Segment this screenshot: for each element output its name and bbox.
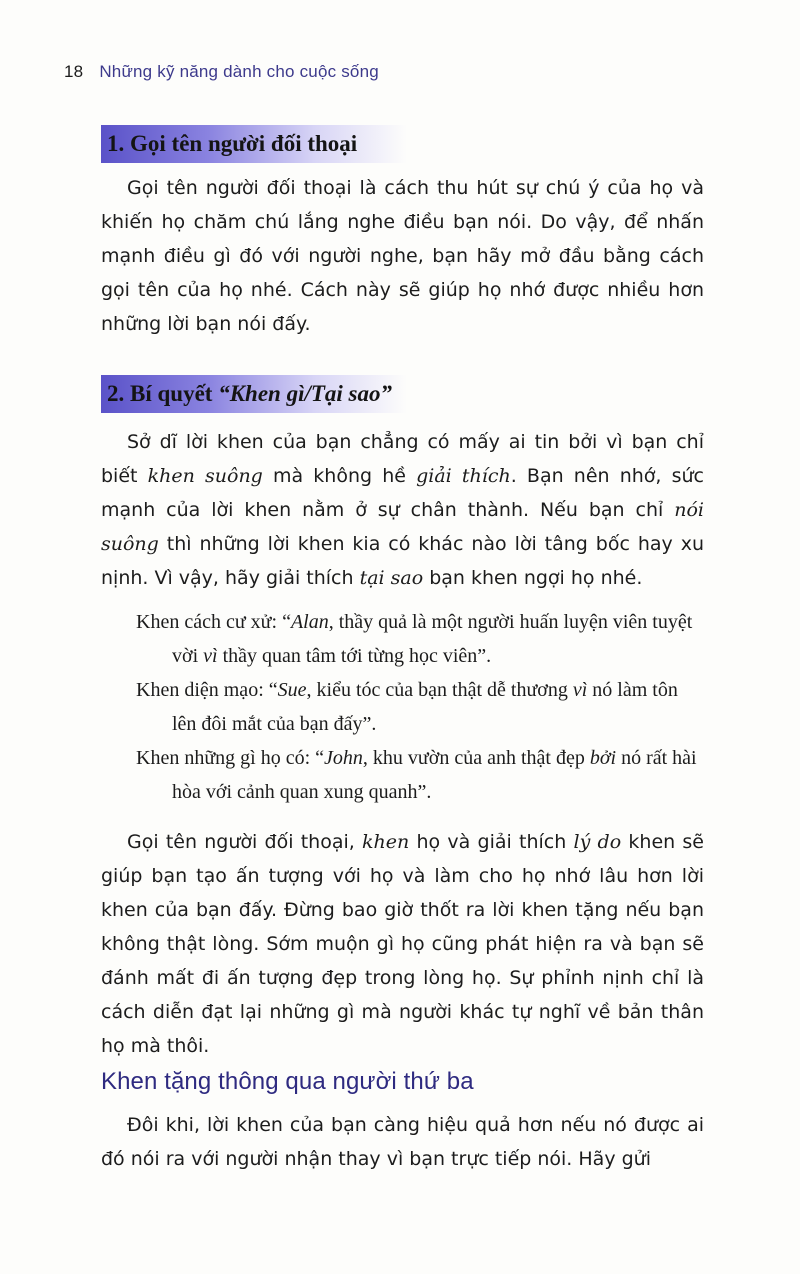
text-run: thì những lời khen kia có khác nào lời tâng bốc hay xu nịnh. Vì vậy, hãy giải thích: [101, 533, 704, 589]
emphasis: vì: [203, 645, 218, 667]
page-number: 18: [64, 62, 84, 81]
example-item: [136, 605, 702, 673]
section-3-body: [101, 1108, 704, 1176]
emphasis: bởi: [589, 747, 617, 769]
example-name: Sue: [277, 679, 307, 701]
section-2-paragraph-1: [101, 425, 704, 595]
emphasis: nói suông: [101, 499, 704, 555]
text-run: , kiểu tóc của bạn thật dễ thương: [306, 679, 573, 701]
emphasis: khen: [362, 831, 410, 853]
text-run: , khu vườn của anh thật đẹp: [362, 747, 590, 769]
running-head: [64, 62, 379, 82]
section-1-heading: [101, 125, 407, 163]
example-name: Alan: [290, 611, 329, 633]
section-2-heading-prefix: 2. Bí quyết: [107, 381, 219, 406]
book-title: Những kỹ năng dành cho cuộc sống: [99, 62, 379, 81]
section-1-heading-text: 1. Gọi tên người đối thoại: [107, 131, 358, 156]
example-lead: Khen diện mạo: “: [136, 679, 278, 701]
section-2-heading: [101, 375, 407, 413]
section-2-heading-quote: “Khen gì/Tại sao”: [218, 381, 392, 406]
example-lead: Khen những gì họ có: “: [136, 747, 325, 769]
example-item: [136, 741, 702, 809]
text-run: . Bạn nên nhớ, sức mạnh của lời khen nằm ở sự chân thành. Nếu bạn chỉ: [101, 465, 704, 521]
emphasis: khen suông: [147, 465, 263, 487]
emphasis: giải thích: [416, 465, 511, 487]
text-run: , thầy quả là một người huấn luyện viên tuyệt vời: [172, 611, 693, 667]
emphasis: tại sao: [359, 567, 424, 589]
section-3-paragraph: Đôi khi, lời khen của bạn càng hiệu quả hơn nếu nó được ai đó nói ra với người nhận thay vì bạn trực tiếp nói. Hãy gửi: [101, 1114, 704, 1170]
emphasis: vì: [572, 679, 588, 701]
text-run: mà không hề: [262, 465, 417, 487]
emphasis: lý do: [573, 831, 622, 853]
section-2-body: [101, 425, 704, 595]
text-run: Sở dĩ lời khen của bạn chẳng có mấy ai tin bởi vì bạn chỉ biết: [101, 431, 704, 487]
example-item: [136, 673, 702, 741]
section-2-conclusion: [101, 825, 704, 1063]
text-run: bạn khen ngợi họ nhé.: [423, 567, 643, 589]
section-1-body: [101, 171, 704, 341]
section-3-heading: Khen tặng thông qua người thứ ba: [101, 1068, 474, 1095]
example-lead: Khen cách cư xử: “: [136, 611, 291, 633]
text-run: thầy quan tâm tới từng học viên”.: [217, 645, 492, 667]
section-2-paragraph-2: [101, 825, 704, 1063]
example-name: John: [324, 747, 363, 769]
text-run: nó làm tôn lên đôi mắt của bạn đấy”.: [172, 679, 678, 735]
text-run: Gọi tên người đối thoại,: [127, 831, 363, 853]
section-1-paragraph: Gọi tên người đối thoại là cách thu hút sự chú ý của họ và khiến họ chăm chú lắng nghe điều bạn nói. Do vậy, để nhấn mạnh điều gì đó với người nghe, bạn hãy mở đầu bằng cách gọi tên của họ nhé. Cách này sẽ giúp họ nhớ được nhiều hơn những lời bạn nói đấy.: [101, 177, 704, 335]
text-run: khen sẽ giúp bạn tạo ấn tượng với họ và làm cho họ nhớ lâu hơn lời khen của bạn đấy. Đừng bao giờ thốt ra lời khen tặng nếu bạn không thật lòng. Sớm muộn gì họ cũng phát hiện ra và bạn sẽ đánh mất đi ấn tượng đẹp trong lòng họ. Sự phỉnh nịnh chỉ là cách diễn đạt lại những gì mà người khác tự nghĩ về bản thân họ mà thôi.: [101, 831, 704, 1057]
example-list: [136, 605, 702, 809]
text-run: nó rất hài hòa với cảnh quan xung quanh”.: [172, 747, 697, 803]
text-run: họ và giải thích: [409, 831, 574, 853]
